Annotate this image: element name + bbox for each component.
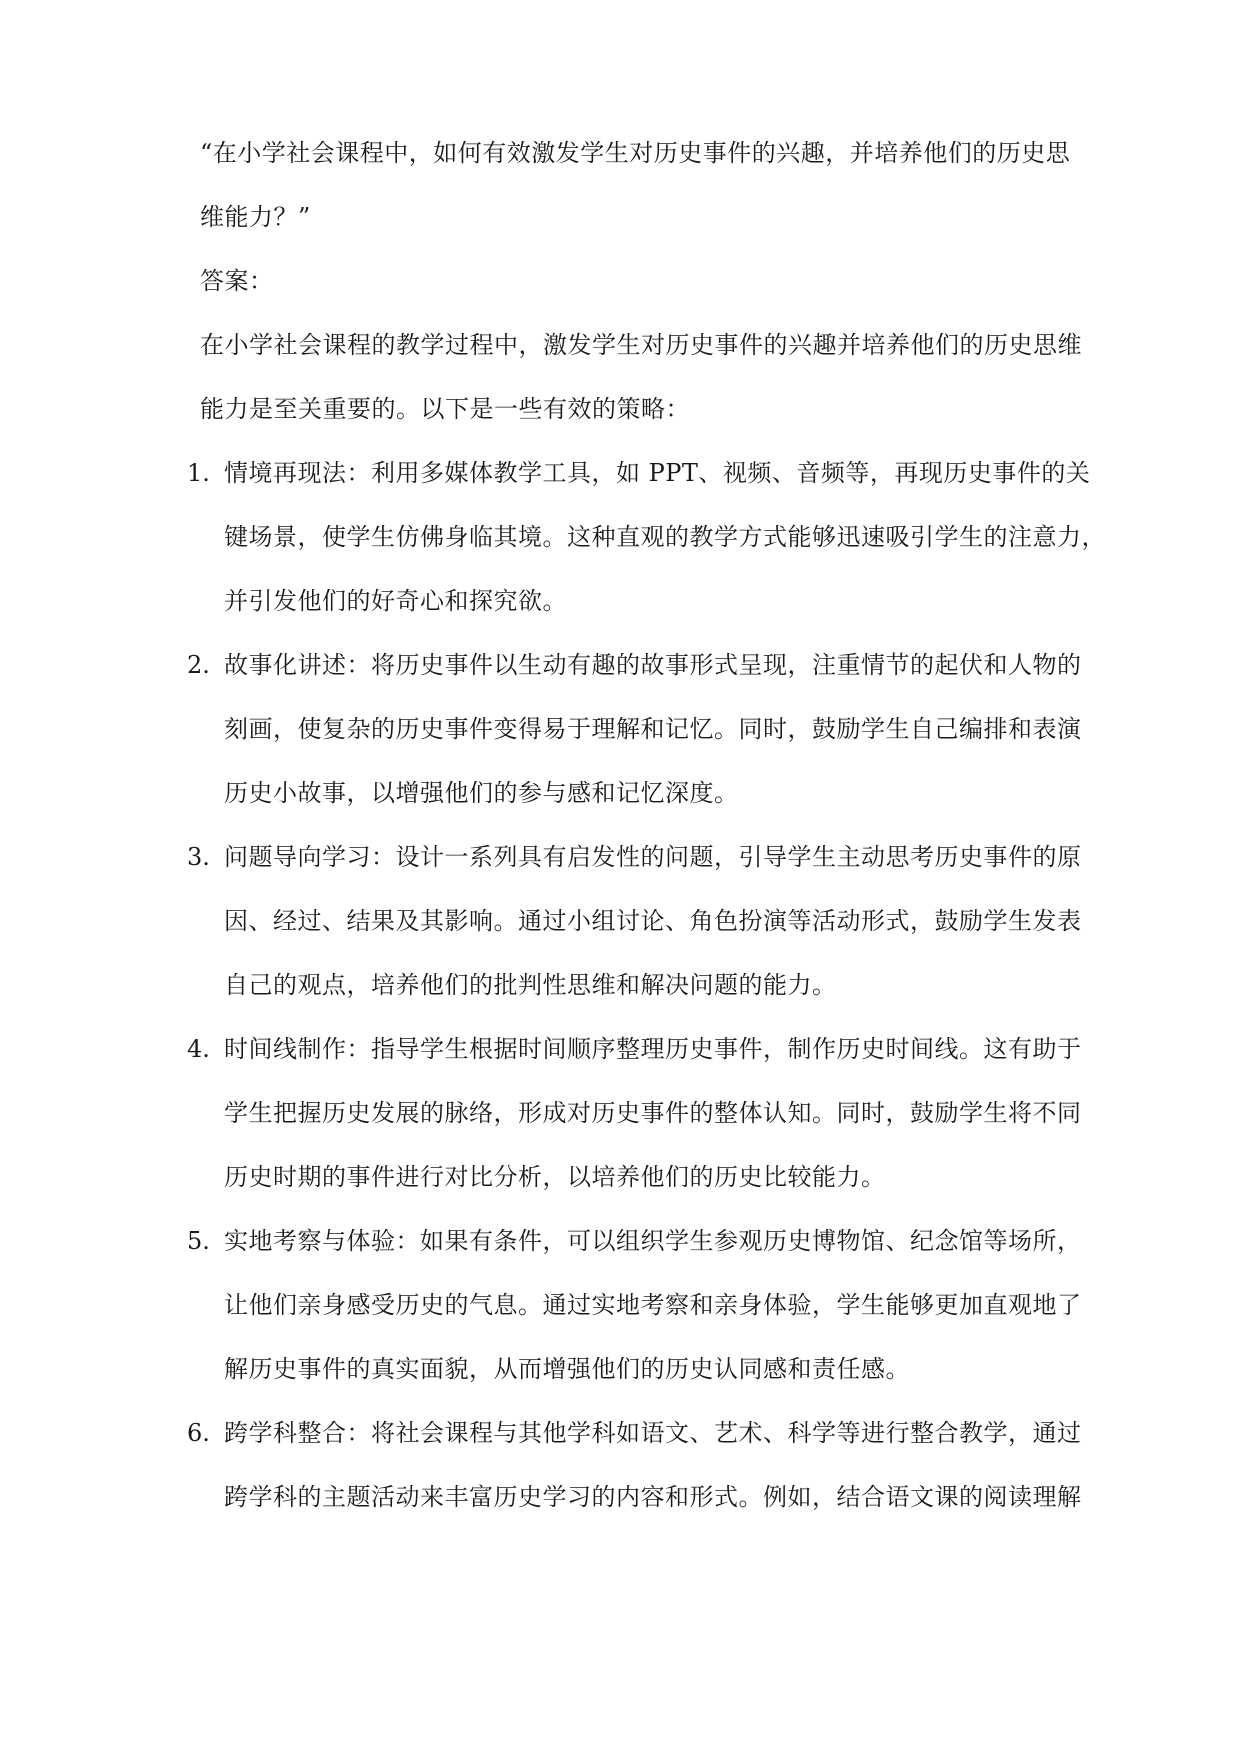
question-line-1: “在小学社会课程中，如何有效激发学生对历史事件的兴趣，并培养他们的历史思 — [200, 139, 1071, 167]
list-item-line: 解历史事件的真实面貌，从而增强他们的历史认同感和责任感。 — [224, 1355, 910, 1383]
list-item-number: 6. — [187, 1419, 210, 1447]
list-item-line: 键场景，使学生仿佛身临其境。这种直观的教学方式能够迅速吸引学生的注意力， — [224, 523, 1106, 551]
intro-line-1: 在小学社会课程的教学过程中，激发学生对历史事件的兴趣并培养他们的历史思维 — [200, 331, 1082, 359]
list-item-line: 实地考察与体验：如果有条件，可以组织学生参观历史博物馆、纪念馆等场所， — [224, 1227, 1082, 1255]
list-item-line: 因、经过、结果及其影响。通过小组讨论、角色扮演等活动形式，鼓励学生发表 — [224, 907, 1082, 935]
intro-line-2: 能力是至关重要的。以下是一些有效的策略： — [200, 395, 690, 423]
list-item-line: 跨学科整合：将社会课程与其他学科如语文、艺术、科学等进行整合教学，通过 — [224, 1419, 1082, 1447]
list-item-line: 跨学科的主题活动来丰富历史学习的内容和形式。例如，结合语文课的阅读理解 — [224, 1483, 1082, 1511]
list-item-line: 历史时期的事件进行对比分析，以培养他们的历史比较能力。 — [224, 1163, 886, 1191]
answer-label: 答案： — [200, 267, 274, 295]
list-item-line: 历史小故事，以增强他们的参与感和记忆深度。 — [224, 779, 739, 807]
list-item-line: 问题导向学习：设计一系列具有启发性的问题，引导学生主动思考历史事件的原 — [224, 843, 1082, 871]
list-item-line: 刻画，使复杂的历史事件变得易于理解和记忆。同时，鼓励学生自己编排和表演 — [224, 715, 1082, 743]
list-item-line: 并引发他们的好奇心和探究欲。 — [224, 587, 567, 615]
list-item-number: 2. — [187, 651, 210, 679]
list-item-number: 4. — [187, 1035, 210, 1063]
list-item-number: 3. — [187, 843, 210, 871]
list-item-line: 时间线制作：指导学生根据时间顺序整理历史事件，制作历史时间线。这有助于 — [224, 1035, 1082, 1063]
list-item-line: 自己的观点，培养他们的批判性思维和解决问题的能力。 — [224, 971, 837, 999]
list-item-line: 让他们亲身感受历史的气息。通过实地考察和亲身体验，学生能够更加直观地了 — [224, 1291, 1082, 1319]
list-item-line: 情境再现法：利用多媒体教学工具，如 PPT、视频、音频等，再现历史事件的关 — [224, 459, 1091, 487]
list-item-number: 1. — [187, 459, 210, 487]
question-line-2: 维能力？” — [200, 203, 311, 231]
list-item-line: 故事化讲述：将历史事件以生动有趣的故事形式呈现，注重情节的起伏和人物的 — [224, 651, 1082, 679]
list-item-number: 5. — [187, 1227, 210, 1255]
list-item-line: 学生把握历史发展的脉络，形成对历史事件的整体认知。同时，鼓励学生将不同 — [224, 1099, 1082, 1127]
